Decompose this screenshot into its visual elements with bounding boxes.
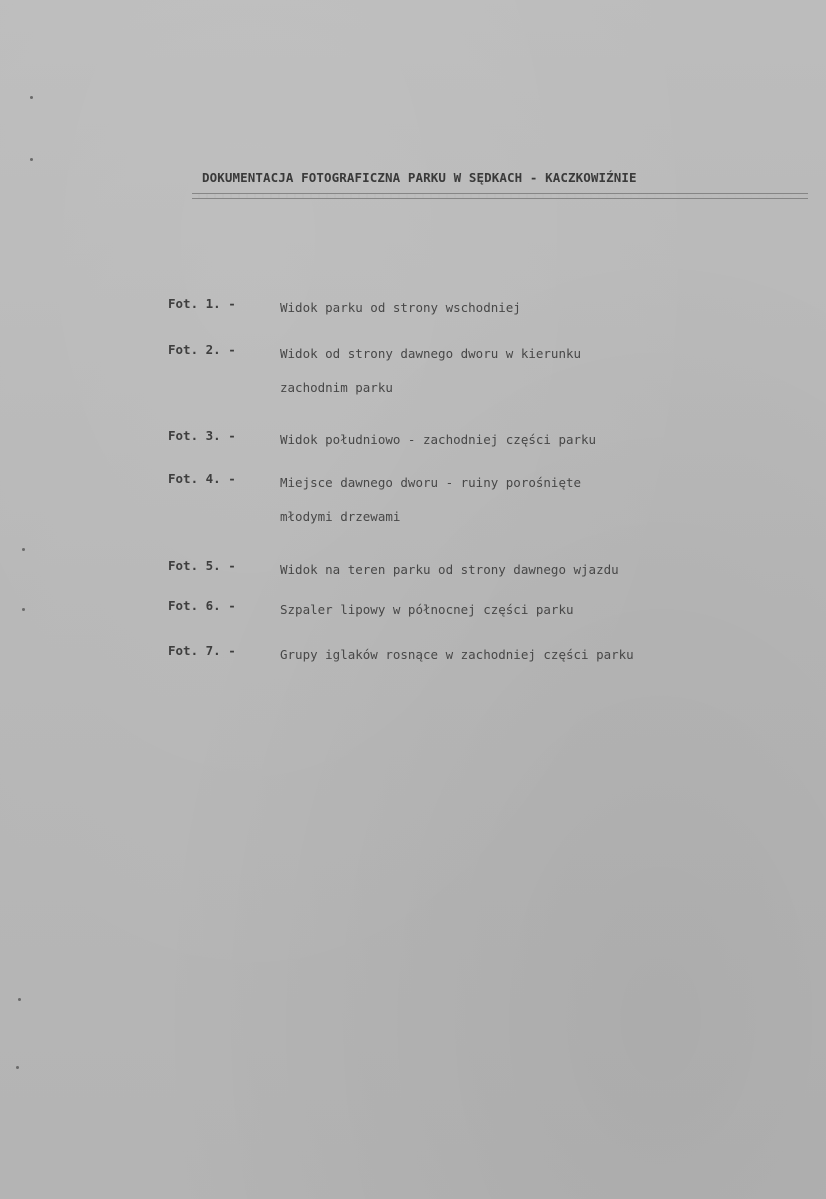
- photo-entry-2: [168, 342, 581, 405]
- photo-label: Fot. 1. -: [168, 296, 236, 311]
- photo-description: Widok południowo - zachodniej części parku: [280, 432, 597, 447]
- title-underline: [192, 193, 808, 199]
- photo-label: Fot. 5. -: [168, 558, 236, 573]
- photo-entry-3: [168, 428, 596, 452]
- photo-entry-1: [168, 296, 521, 320]
- scan-speck: [18, 998, 21, 1001]
- photo-label: Fot. 3. -: [168, 428, 236, 443]
- photo-label: Fot. 4. -: [168, 471, 236, 486]
- photo-label: Fot. 6. -: [168, 598, 236, 613]
- scan-speck: [22, 548, 25, 551]
- photo-label: Fot. 2. -: [168, 342, 236, 357]
- photo-entry-4: [168, 471, 581, 534]
- photo-description: Widok na teren parku od strony dawnego wjazdu: [280, 562, 619, 577]
- photo-description: Widok parku od strony wschodniej: [280, 300, 521, 315]
- document-title: DOKUMENTACJA FOTOGRAFICZNA PARKU W SĘDKACH - KACZKOWIŹNIE: [202, 170, 637, 185]
- photo-entry-5: [168, 558, 619, 582]
- scan-speck: [22, 608, 25, 611]
- photo-description: Szpaler lipowy w północnej części parku: [280, 602, 574, 617]
- photo-entry-7: [168, 643, 634, 667]
- photo-description: Miejsce dawnego dworu - ruiny porośnięte: [280, 475, 582, 490]
- photo-label: Fot. 7. -: [168, 643, 236, 658]
- scan-speck: [30, 158, 33, 161]
- photo-description: Grupy iglaków rosnące w zachodniej części parku: [280, 647, 634, 662]
- photo-description: Widok od strony dawnego dworu w kierunku: [280, 346, 582, 361]
- photo-description-continued: młodymi drzewami: [280, 509, 401, 524]
- photo-entry-6: [168, 598, 574, 622]
- scan-speck: [16, 1066, 19, 1069]
- photo-description-continued: zachodnim parku: [280, 380, 393, 395]
- scan-speck: [30, 96, 33, 99]
